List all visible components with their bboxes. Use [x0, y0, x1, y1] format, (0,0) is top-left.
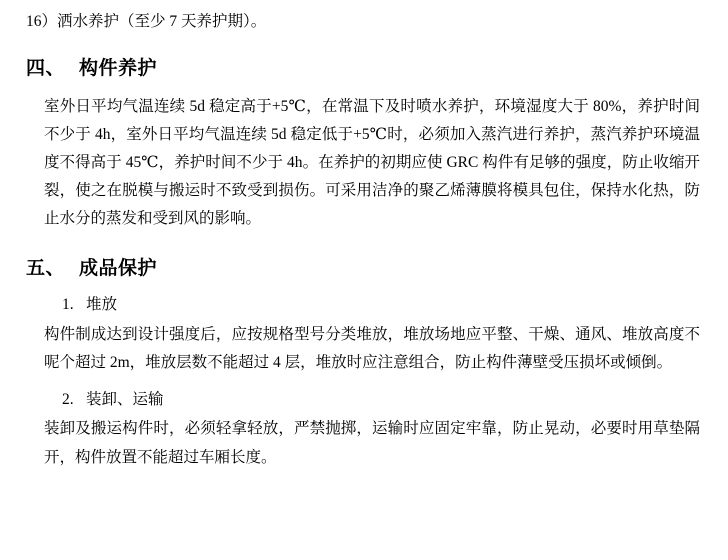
subsection-item-1 [26, 292, 702, 318]
section-five-title: 成品保护 [79, 257, 158, 279]
subsection-1-title: 堆放 [86, 296, 118, 314]
section-five-number: 五、 [26, 257, 66, 279]
section-four-number: 四、 [26, 58, 66, 80]
subsection-2-title: 装卸、运输 [86, 390, 164, 408]
subsection-item-2 [26, 387, 702, 413]
list-item-16: 16）洒水养护（至少 7 天养护期）。 [26, 13, 267, 30]
subsection-2-body: 装卸及搬运构件时，必须轻拿轻放，严禁抛掷，运输时应固定牢靠，防止晃动，必要时用草垫隔开，构件放置不能超过车厢长度。 [44, 420, 700, 466]
subsection-1-body: 构件制成达到设计强度后，应按规格型号分类堆放，堆放场地应平整、干燥、通风、堆放高度不呢个超过 2m，堆放层数不能超过 4 层，堆放时应注意组合，防止构件薄壁受压损坏或倾倒。 [44, 325, 700, 371]
section-heading-five [26, 256, 702, 283]
subsection-2-number: 2. [62, 390, 74, 408]
section-four-body: 室外日平均气温连续 5d 稳定高于+5℃，在常温下及时喷水养护，环境湿度大于 80%，养护时间不少于 4h，室外日平均气温连续 5d 稳定低于+5℃时，必须加入蒸汽进行养护，蒸汽养护环境温度不得高于 45℃，养护时间不少于 4h。在养护的初期应使 GRC 构件有足够的强度，防止收缩开裂，使之在脱模与搬运时不致受到损伤。可采用洁净的聚乙烯薄膜将模具包住，保持水化热，防止水分的蒸发和受到风的影响。 [44, 97, 700, 228]
section-four-title: 构件养护 [79, 58, 158, 80]
subsection-1-number: 1. [62, 296, 74, 314]
section-heading-four [26, 56, 702, 83]
